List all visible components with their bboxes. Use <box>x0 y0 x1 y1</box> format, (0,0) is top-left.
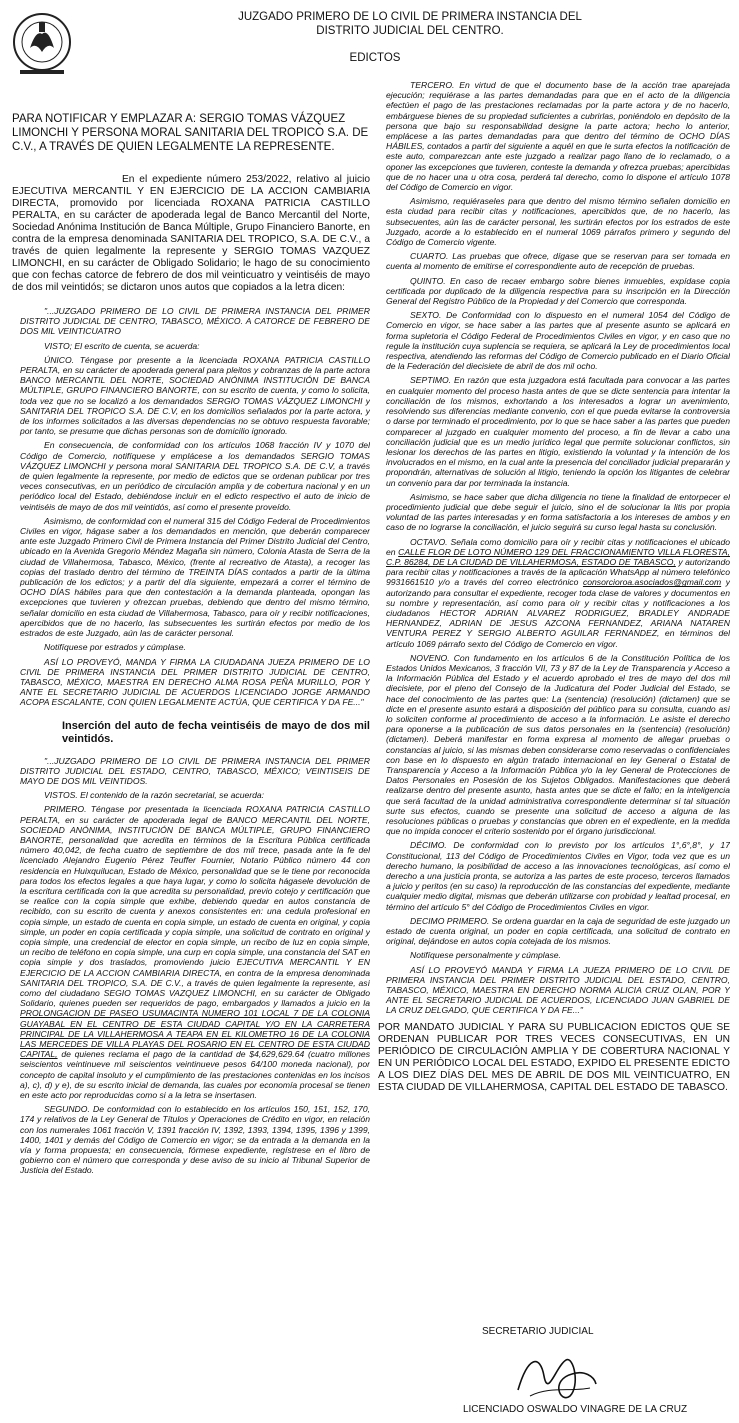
octavo-tail: y autorizando para consultar el expediente, recoger toda clase de valores y documentos en su nombre y representación, así como para oír y recibir citas y notificaciones a los ciudadanos HECTOR ADRIAN ALVAREZ RODRIGUEZ, BRADLEY ANDRADE HERNANDEZ, ADRIAN DE JESUS AZCONA FERNANDEZ, ARIANA NATAREN VENTURA PEREZ Y SERGIO ALBERTO AGUILAR FERNANDEZ, en términos del artículo 1069 párrafo sexto del Código de Comercio en vigor. <box>386 577 730 649</box>
court-seal-icon <box>12 12 72 76</box>
edictos-title: EDICTOS <box>349 52 401 64</box>
handwritten-signature-icon <box>510 1346 600 1406</box>
primero-tail: de quienes reclama el pago de la cantidad de $4,629,629.64 (cuatro millones seiscientos veintinueve mil seiscientos veintinueve pesos 64/100 moneda nacional), por concepto de capital insoluto y el cumplimiento de las prestaciones contenidas en los incisos a), c), d) y e), de su escrito inicial de demanda, las cuales por economía procesal se tienen en este acto por reproducidas como si a la letra se insertasen. <box>20 1049 370 1101</box>
sexto: SEXTO. De Conformidad con lo dispuesto en el numeral 1054 del Código de Comercio en vigor, se hace saber a las partes que al presente asunto se aplicará en forma supletoria el Código Federal de Procedimientos Civiles en vigor, y en caso que no regule la institución cuya suplencia se requiera, se aplicará la Ley de procedimientos local respectiva, atendiendo las reformas del Código de Comercio publicado en el Diario Oficial de la Federación del diecisiete de abril de dos mil ocho. <box>386 310 730 372</box>
decimo-primero: DECIMO PRIMERO. Se ordena guardar en la caja de seguridad de este juzgado un estado de cuenta original, un poder en copia certificada, una solicitud de contrato en original, dejándose en autos copia cotejada de los mismos. <box>386 915 730 947</box>
quote-firma: ASÍ LO PROVEYÓ, MANDA Y FIRMA LA CIUDADANA JUEZA PRIMERO DE LO CIVIL DE PRIMERA INSTANCIA DEL PRIMER DISTRITO JUDICIAL DE CENTRO, TABASCO, MÉXICO, MAESTRA EN DERECHO ALMA ROSA PEÑA MURILLO, POR Y ANTE EL SECRETARIO JUDICIAL DE ACUERDOS LICENCIADO JORGE ARMANDO ACOPA ESCALANTE, CON QUIEN LEGALMENTE ACTÚA, QUE CERTIFICA Y DA FE..." <box>20 656 370 708</box>
court-line-2: DISTRITO JUDICIAL DEL CENTRO. <box>316 25 504 37</box>
cuarto: CUARTO. Las pruebas que ofrece, dígase que se reservan para ser tomada en cuenta al momento de emitirse el correspondiente auto de recepción de pruebas. <box>386 251 730 272</box>
court-heading <box>150 10 670 38</box>
quote-visto: VISTO; El escrito de cuenta, se acuerda: <box>44 340 200 351</box>
notifiquese-personalmente: Notifíquese personalmente y cúmplase. <box>410 950 561 961</box>
notify-heading: PARA NOTIFICAR Y EMPLAZAR A: SERGIO TOMAS VÁZQUEZ LIMONCHI Y PERSONA MORAL SANITARIA DEL TROPICO S.A. DE C.V., A TRAVÉS DE QUIEN LEGALMENTE LA REPRESENTE. <box>12 113 369 153</box>
primero-address: PROLONGACION DE PASEO USUMACINTA NUMERO 101 LOCAL 7 DE LA COLONIA GUAYABAL EN EL CENTRO DE ESTA CIUDAD CAPITAL Y/O EN LA CARRETERA PRINCIPAL DE LA VILLAHERMOSA A TEAPA EN EL KILOMETRO 16 DE LA COLONIA LAS MERCEDES DE VILLA PLAYAS DEL ROSARIO EN EL CENTRO DE ESTA CIUDAD CAPITAL, <box>20 1008 370 1060</box>
insert-heading: Inserción del auto de fecha veintiséis de mayo de dos mil veintidós. <box>62 719 370 745</box>
mandato-judicial: POR MANDATO JUDICIAL Y PARA SU PUBLICACION EDICTOS QUE SE ORDENAN PUBLICAR POR TRES VECES CONSECUTIVAS, EN UN PERIÓDICO DE CIRCULACIÓN AMPLIA Y DE COBERTURA NACIONAL Y EN UN PERIÓDICO LOCAL DEL ESTADO, EXPIDO EL PRESENTE EDICTO A LOS DIEZ DÍAS DEL MES DE ABRIL DE DOS MIL VEINTICUATRO, EN ESTA CIUDAD DE VILLAHERMOSA, CAPITAL DEL ESTADO DE TABASCO. <box>378 1021 730 1093</box>
septimo-asimismo: Asimismo, se hace saber que dicha diligencia no tiene la finalidad de entorpecer el procedimiento judicial que debe seguir el juicio, sino el de solucionar la litis por propia voluntad de las partes interesadas y en forma satisfactoria a los intereses de ambos y en caso de no lograrse la conciliación, el juicio seguirá su curso legal hasta su conclusión. <box>386 491 730 533</box>
quote-consecuencia: En consecuencia, de conformidad con los artículos 1068 fracción IV y 1070 del Código de Comercio, notifíquese y emplácese a los demandados SERGIO TOMAS VÁZQUEZ LIMONCHI y persona moral SANITARIA DEL TROPICO S.A. DE C.V, a través de quien legalmente la represente, por medio de edictos que se ordenan publicar por tres veces consecutivas, en un periódico de circulación amplia y de cobertura nacional y en un periódico local del Estado, debiéndose incluir en el edicto respectivo el auto de inicio de veintiséis de mayo de dos mil veintidós, así como el presente proveído. <box>20 440 370 512</box>
quote-notifiquese: Notifíquese por estrados y cúmplase. <box>44 642 186 653</box>
auto-segundo: SEGUNDO. De conformidad con lo establecido en los artículos 150, 151, 152, 170, 174 y relativos de la Ley General de Títulos y Operaciones de Crédito en vigor, en relación con los numerales 1061 fracción V, 1391 fracción IV, 1392, 1393, 1394, 1395, 1396 y 1399, 1400, 1401 y demás del Código de Comercio en vigor; se da entrada a la demanda en la vía y forma propuesta; en consecuencia, fórmese expediente, regístrese en el libro de gobierno con el número que corresponda y dese aviso de su inicio al Tribunal Superior de Justicia del Estado. <box>20 1104 370 1176</box>
tercero-asimismo: Asimismo, requiéraseles para que dentro del mismo término señalen domicilio en esta ciudad para recibir citas y notificaciones, apercibidos que, de no hacerlo, las subsecuentes, aún las de carácter personal, les surtirán efectos por los estrados de este Juzgado, acorde a lo establecido en el numeral 1069 párrafos primero y segundo del Código de Comercio vigente. <box>386 196 730 248</box>
auto-may-2022 <box>12 756 370 1176</box>
right-column <box>378 80 730 1418</box>
auto-header: "...JUZGADO PRIMERO DE LO CIVIL DE PRIMERA INSTANCIA DEL PRIMER DISTRITO JUDICIAL DEL ESTADO, CENTRO, TABASCO, MÉXICO; VEINTISEIS DE MAYO DE DOS MIL VEINTIDOS. <box>20 755 370 786</box>
auto-continuation <box>378 80 730 1016</box>
lead-paragraph: En el expediente número 253/2022, relativo al juicio EJECUTIVA MERCANTIL Y EN EJERCICIO DE LA ACCION CAMBIARIA DIRECTA, promovido por licenciada ROXANA PATRICIA CASTILLO PERALTA, en su carácter de apoderada legal de Banco Mercantil del Norte, Sociedad Anónima Institución de Banca Múltiple, Grupo Financiero Banorte, en contra de la empresa denominada SANITARIA DEL TROPICO, S.A. DE C.V., a través de quien legalmente la represente y SERGIO TOMAS VAZQUEZ LIMONCHI, en su carácter de Obligado Solidario; le hago de su conocimiento que con fechas catorce de febrero de dos mil veinticuatro y veintiséis de mayo de dos mil veintidós; se dictaron unos autos que copiados a la letra dicen: <box>12 174 370 293</box>
octavo-whatsapp: y autorizando para recibir citas y notificaciones a través de la aplicación WhatsApp al número telefónico 9931661510 y/o a través del correo electrónico <box>386 556 730 588</box>
signature-name: LICENCIADO OSWALDO VINAGRE DE LA CRUZ <box>462 1404 688 1415</box>
noveno: NOVENO. Con fundamento en los artículos 6 de la Constitución Política de los Estados Unidos Mexicanos, 3 fracción VII, 73 y 87 de la Ley de Transparencia y Acceso a la Información Pública del Estado y el acuerdo aprobado el tres de mayo del dos mil diecisiete, por el pleno del Consejo de la Judicatura del Poder Judicial del Estado, se hace del conocimiento de las partes que: La (sentencia) (resolución) (dictamen) que se dicte en el presente asunto estará a disposición del público para su consulta, cuando así lo soliciten conforme al procedimiento de acceso a la información. Le asiste el derecho para oponerse a la publicación de sus datos personales en la (sentencia) (resolución) (dictamen). Deberá manifestar en forma expresa al momento de allegar pruebas o constancias al juicio, si las mismas deben considerarse como reservadas o confidenciales con base en lo dispuesto en algún tratado internacional en ley General o Estatal de Transparencia y Acceso a la Información Pública y/o la ley General de Protecciones de Datos Personales en Posesión de los Sujetos Obligados. Manifestaciones que deberá realizarse dentro del presente asunto, hasta antes que se dicte el fallo; en la inteligencia que será facultad de la unidad administrativa correspondiente determinar si tal situación surte sus efectos, cuando se presente una solicitud de acceso a alguna de las resoluciones públicas o pruebas y constancias que obren en el expediente, en la medida que no impida conocer el criterio sostenido por el órgano jurisdiccional. <box>386 652 730 837</box>
quote-unico: ÚNICO. Téngase por presente a la licenciada ROXANA PATRICIA CASTILLO PERALTA, en su carácter de apoderada general para pleitos y cobranzas de la parte actora BANCO MERCANTIL DEL NORTE, SOCIEDAD ANÓNIMA INSTITUCIÓN DE BANCA MÚLTIPLE, GRUPO FINANCIERO BANORTE, con su escrito de cuenta, y como lo solicita, toda vez que no se localizó a los demandados SERGIO TOMAS VÁZQUEZ LIMONCHI y SANITARIA DEL TROPICO S.A. DE C.V, en los domicilios señalados por la parte actora, y de los informes solicitados a las diversas dependencias no se obtuvo respuesta favorable; por tanto, se presume que dichas personas son de domicilio ignorado. <box>20 354 370 437</box>
quinto: QUINTO. En caso de recaer embargo sobre bienes inmuebles, expídase copia certificada por duplicado de la diligencia respectiva para su inscripción en la Dirección General del Registro Público de la Propiedad y del Comercio que corresponda. <box>386 275 730 307</box>
signature-block <box>420 1316 730 1416</box>
tercero: TERCERO. En virtud de que el documento base de la acción trae aparejada ejecución; requiérase a las partes demandadas para que en el acto de la diligencia efectúen el pago de las prestaciones reclamadas por la parte actora y de no hacerlo, embárguese bienes de su propiedad suficientes a cubrirlas, poniéndolo en depósito de la persona que bajo su responsabilidad designe la parte actora; hecho lo anterior, emplácese a las partes demandadas para que dentro del término de OCHO DÍAS HÁBILES, contados a partir del siguiente a aquél en que le surta efectos la notificación de este auto, comparezcan ante este juzgado a realizar pago llano de lo reclamado, o a oponer las excepciones que tuvieren, conteste la demanda y ofrezca pruebas; apercibidas que de no hacer una u otra cosa, perderá tal derecho, como lo dispone el artículo 1078 del Código de Comercio en vigor. <box>386 80 730 193</box>
decimo: DÉCIMO. De conformidad con lo previsto por los artículos 1°,6°,8°, y 17 Constitucional, 113 del Código de Procedimientos Civiles en Vigor, toda vez que es un derecho humano, la posibilidad de acceso a las innovaciones tecnológicas, así como el derecho a una justicia pronta, se autoriza a las partes de este proceso, terceros llamados a juicio y peritos (en su caso) la reproducción de las constancias del expediente, mediante cualquier medio digital, mismas que deberán utilizarse con probidad y lealtad procesal, en término del artículo 5° del Código de Procedimientos Civiles en vigor. <box>386 840 730 912</box>
asi-lo-proveyo: ASÍ LO PROVEYÓ MANDA Y FIRMA LA JUEZA PRIMERO DE LO CIVIL DE PRIMERA INSTANCIA DEL PRIMER DISTRITO JUDICIAL DEL ESTADO, CENTRO, TABASCO, MÉXICO, MAESTRA EN DERECHO NORMA ALICIA CRUZ OLAN, POR Y ANTE EL SECRETARIO JUDICIAL DE ACUERDOS, LICENCIADO JUAN GABRIEL DE LA CRUZ DELGADO, QUE CERTIFICA Y DA FE..." <box>386 964 730 1016</box>
octavo <box>386 537 730 649</box>
auto-feb-2024 <box>12 306 370 708</box>
quote-header: "...JUZGADO PRIMERO DE LO CIVIL DE PRIMERA INSTANCIA DEL PRIMER DISTRITO JUDICIAL DE CENTRO, TABASCO, MÉXICO. A CATORCE DE FEBRERO DE DOS MIL VEINTICUATRO <box>20 306 370 337</box>
octavo-email: consorcioroa.asociados@gmail.com <box>582 577 722 588</box>
left-column <box>12 80 370 1410</box>
auto-vistos: VISTOS. El contenido de la razón secretarial, se acuerda: <box>44 790 265 801</box>
quote-asimismo: Asimismo, de conformidad con el numeral 315 del Código Federal de Procedimientos Civiles en vigor, hágase saber a los demandados en mención, que deberán comparecer ante este Juzgado Primero Civil de Primera Instancia del Primer Distrito Judicial del Centro, ubicado en la Avenida Gregorio Méndez Magaña sin número, Colonia Atasta de Serra de la ciudad de Villahermosa, Tabasco, México, (frente al recreativo de Atasta), a recoger las copias del traslado dentro del término de TREINTA DÍAS contados a partir de la última publicación de los edictos; y a partir del día siguiente, empezará a correr el término de OCHO DÍAS hábiles para que den contestación a la demanda planteada, opongan las excepciones que tuvieren y ofrezcan pruebas, debiendo que dentro del mismo término, señalar domicilio en esta ciudad de Villahermosa, Tabasco, para oír y recibir notificaciones, apercibidos que de no hacerlo, las subsecuentes les surtirán efectos por medio de los estrados de este Juzgado, aún las de carácter personal. <box>20 515 370 639</box>
octavo-text: OCTAVO. Señala como domicilio para oír y recibir citas y notificaciones el ubicado en <box>386 536 730 557</box>
auto-primero <box>20 804 370 1100</box>
octavo-address: CALLE FLOR DE LOTO NÚMERO 129 DEL FRACCIONAMIENTO VILLA FLORESTA, C.P. 86284, DE LA CIUDAD DE VILLAHERMOSA, ESTADO DE TABASCO, <box>386 546 730 567</box>
septimo: SEPTIMO. En razón que esta juzgadora está facultada para convocar a las partes en cualquier momento del proceso hasta antes de que se dicte sentencia para intentar la conciliación de los mismos, exhortando a los interesados a lograr un avenimiento, resolviendo sus diferencias mediante convenio, con el que pueda evitarse la controversia o darse por terminado el procedimiento, por lo que se hace saber a las partes que pueden comparecer al juzgado en cualquier momento del proceso, a fin de llevar a cabo una conciliación judicial que es un medio jurídico legal que permite solucionar conflictos, sin lesionar los derechos de las partes en litigio, existiendo la voluntad y la intención de los involucrados en el mismo, en la cual ante la presencia del conciliador judicial prepararán y propondrán, alternativas de solución al litigio, teniendo la opción los litigantes de celebrar un convenio para dar por terminada la instancia. <box>386 375 730 488</box>
primero-text: PRIMERO. Téngase por presentada la licenciada ROXANA PATRICIA CASTILLO PERALTA, en su carácter de apoderada legal de BANCO MERCANTIL DEL NORTE, SOCIEDAD ANÓNIMA, INSTITUCIÓN DE BANCA MÚLTIPLE, GRUPO FINANCIERO BANORTE, personalidad que acredita en términos de la Escritura Pública certificada número 40,042, de fecha cuatro de septiembre de dos mil trece, pasada ante la fe del licenciado Alejandro Eugenio Pérez Teuffer Fournier, Notario Público número 44 con residencia en Huixquilucan, Estado de México, personalidad que se le tiene por reconocida para todos los efectos legales a que haya lugar, y como lo solicita hágasele devolución de la escritura certificada con la que acredita su personalidad, previo cotejo y certificación que se realice con la copia simple que exhibe, debiendo quedar en autos constancia de recibido, con su escrito de cuenta y anexos consistentes en: una cedula profesional en copia simple, un estado de cuenta en copia simple, un estado de cuenta en original, y copia simple, un poder en copia certificada y copia simple, una solicitud de contrato en original y copia simple, una credencial de elector en copia simple, un recibo de luz en copia simple, un recibo de teléfono en copia simple, una curp en copia simple, una constancia del SAT en copia simple y dos traslados, promoviendo juicio EJECUTIVA MERCANTIL Y EN EJERCICIO DE LA ACCION CAMBIARIA DIRECTA, en contra de la empresa denominada SANITARIA DEL TROPICO, S.A. DE C.V., a través de quien legalmente la represente, así como del ciudadano SEGIO TOMAS VAZQUEZ LIMONCHI, en su carácter de Obligado Solidario, quienes pueden ser requeridos de pago, embargados y llamados a juicio en la <box>20 804 370 1009</box>
signature-title: SECRETARIO JUDICIAL <box>482 1326 594 1337</box>
court-line-1: JUZGADO PRIMERO DE LO CIVIL DE PRIMERA INSTANCIA DEL <box>238 11 582 23</box>
